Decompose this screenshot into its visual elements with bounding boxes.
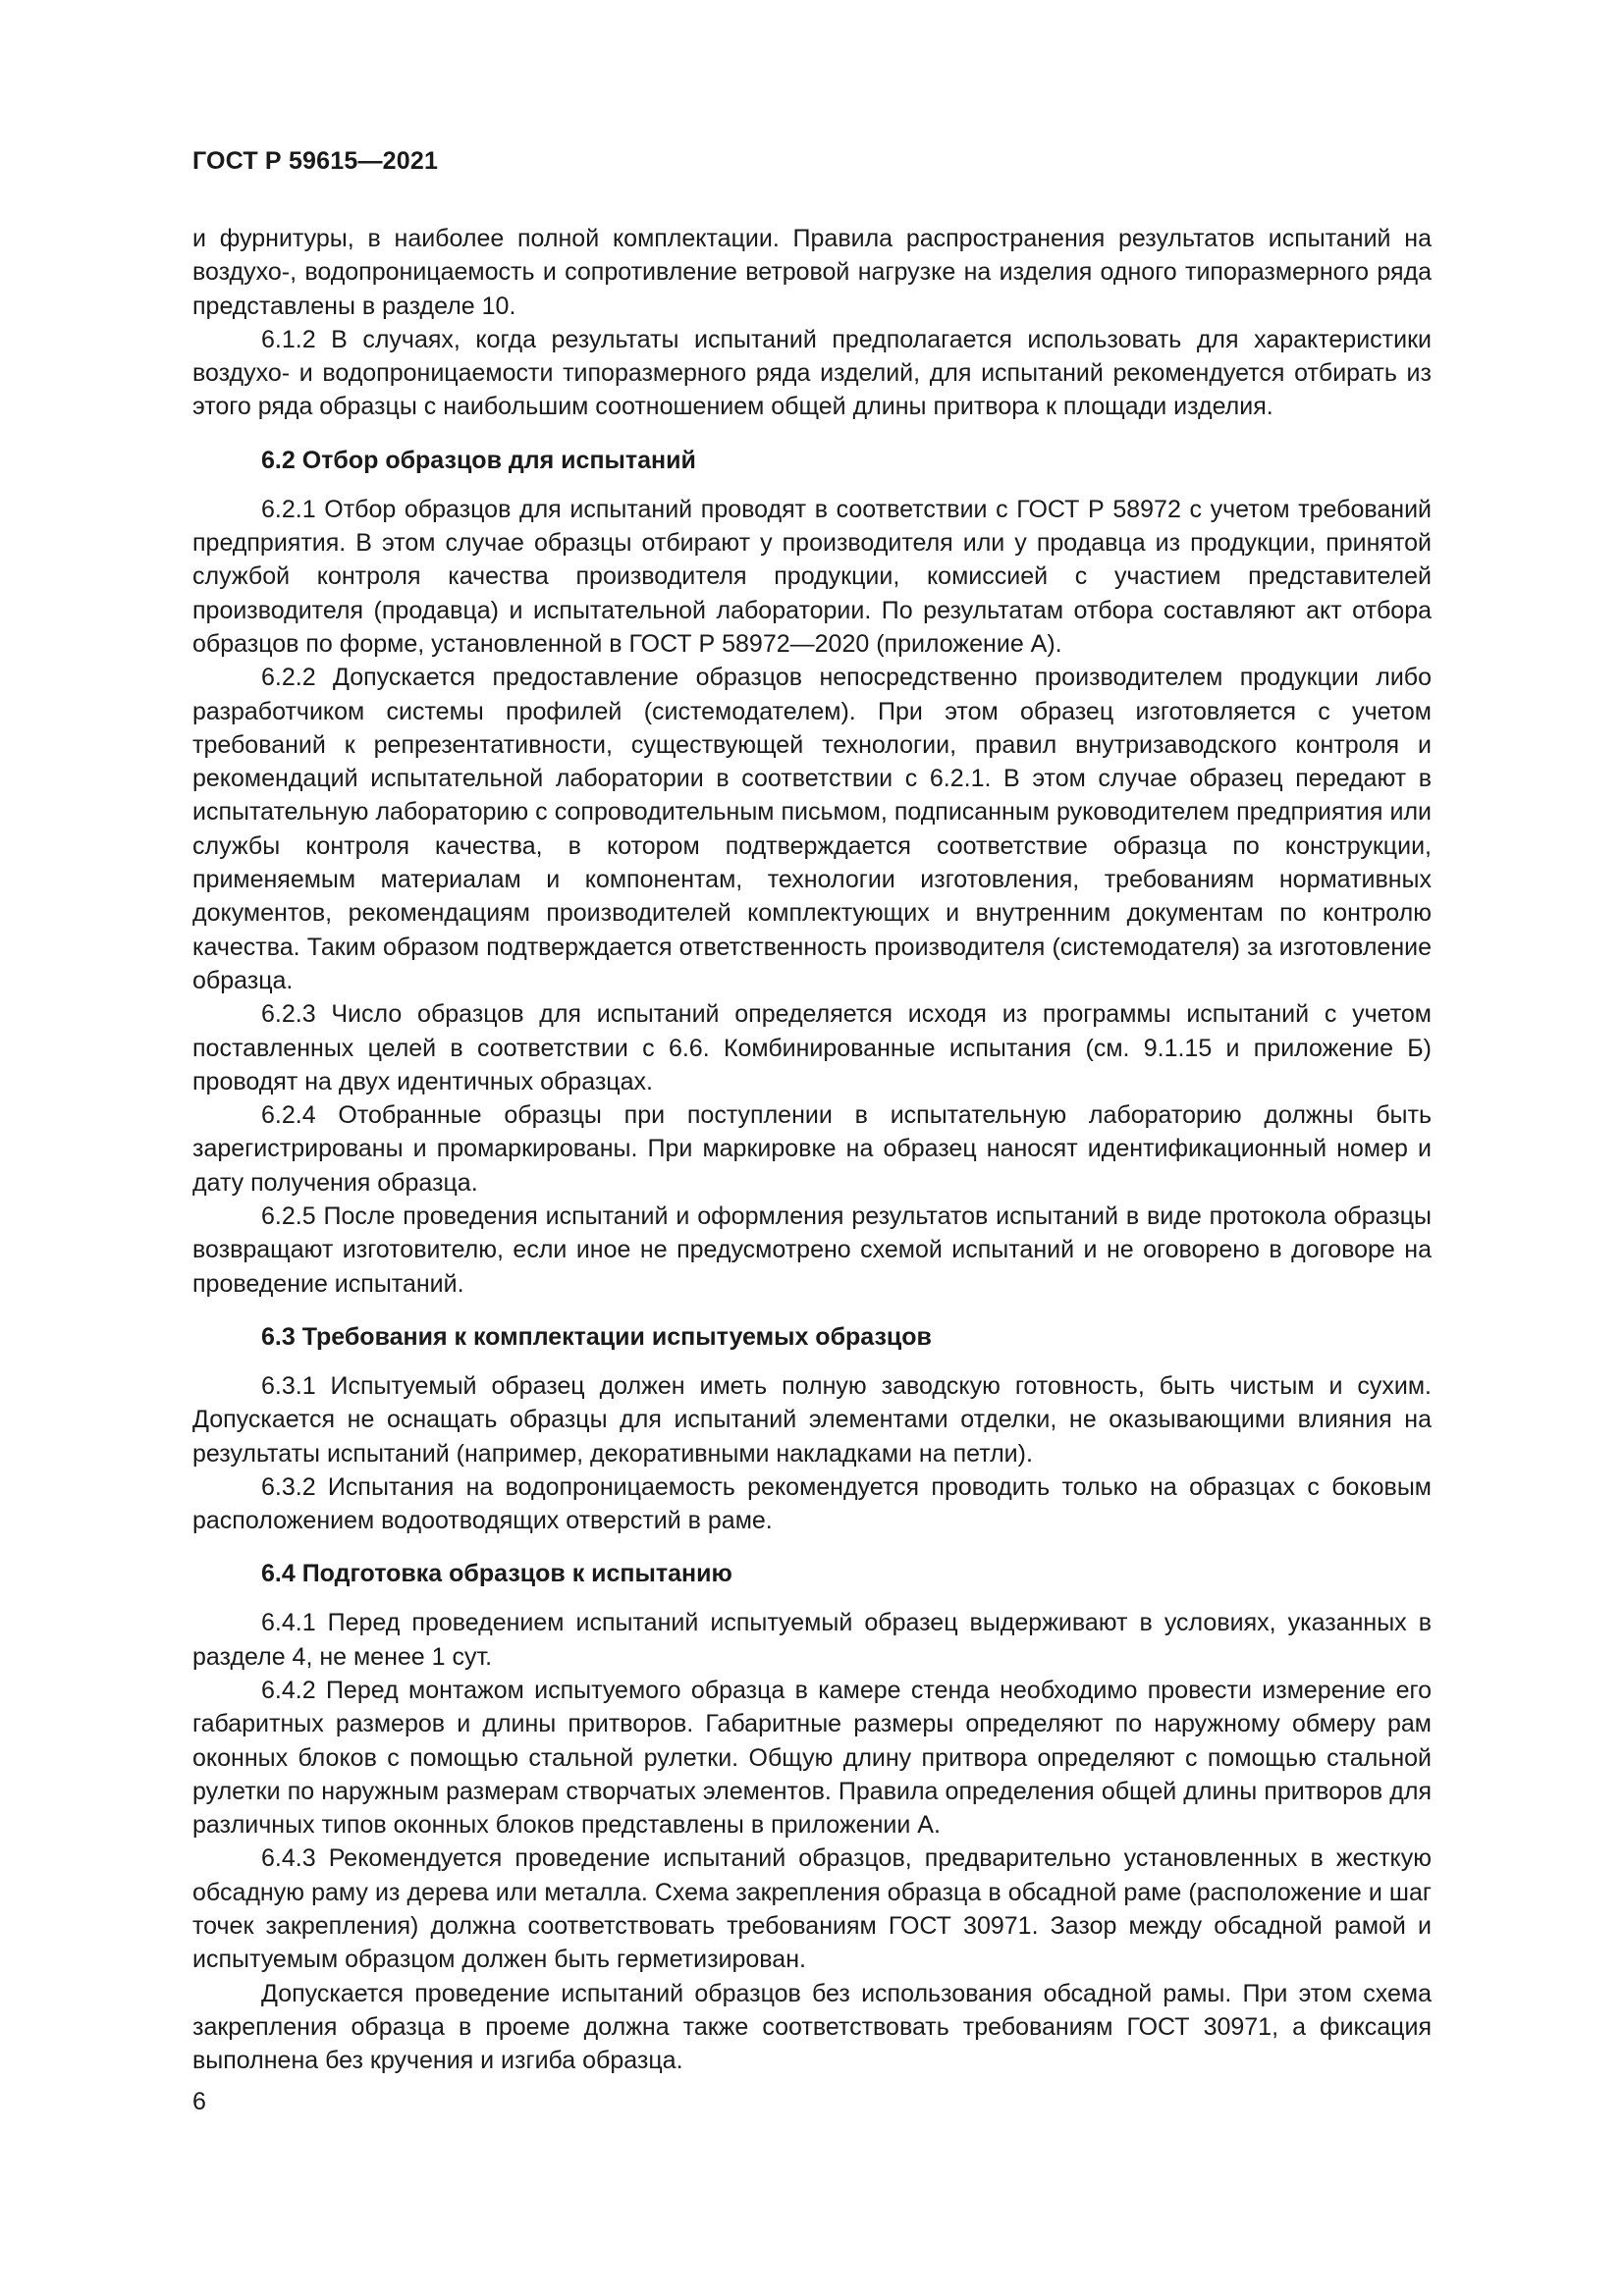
paragraph: 6.4.3 Рекомендуется проведение испытаний образцов, предварительно установленных в жесткую обсадную раму из дерева или металла. Схема закрепления образца в обсадной раме (расположение и шаг точек закрепления) должна соответствовать требованиям ГОСТ 30971. Зазор между обсадной рамой и испытуемым образцом должен быть герметизирован. [192, 1844, 1432, 1974]
paragraph: 6.2.5 После проведения испытаний и оформления результатов испытаний в виде протокола образцы возвращают изготовителю, если иное не предусмотрено схемой испытаний и не оговорено в договоре на проведение испытаний. [192, 1202, 1432, 1298]
section-heading: 6.2 Отбор образцов для испытаний [261, 446, 696, 474]
paragraph: 6.4.2 Перед монтажом испытуемого образца в камере стенда необходимо провести измерение его габаритных размеров и длины притворов. Габаритные размеры определяют по наружному обмеру рам оконных блоков с помощью стальной рулетки. Общую длину притвора определяют с помощью стальной рулетки по наружным размерам створчатых элементов. Правила определения общей длины притворов для различных типов оконных блоков представлены в приложении А. [192, 1676, 1432, 1840]
paragraph: 6.1.2 В случаях, когда результаты испытаний предполагается использовать для характеристики воздухо- и водопроницаемости типоразмерного ряда изделий, для испытаний рекомендуется отбирать из этого ряда образцы с наибольшим соотношением общей длины притвора к площади изделия. [192, 325, 1432, 421]
paragraph: 6.2.3 Число образцов для испытаний определяется исходя из программы испытаний с учетом поставленных целей в соответствии с 6.6. Комбинированные испытания (см. 9.1.15 и приложение Б) проводят на двух идентичных образцах. [192, 1000, 1432, 1095]
page-number: 6 [192, 2088, 206, 2115]
paragraph: 6.2.4 Отобранные образцы при поступлении в испытательную лабораторию должны быть зарегистрированы и промаркированы. При маркировке на образец наносят идентификационный номер и дату получения образца. [192, 1101, 1432, 1197]
paragraph-continuation: и фурнитуры, в наиболее полной комплектации. Правила распространения результатов испытаний на воздухо-, водопроницаемость и сопротивление ветровой нагрузке на изделия одного типоразмерного ряда представлены в разделе 10. [192, 225, 1432, 320]
document-header: ГОСТ Р 59615—2021 [192, 147, 439, 175]
paragraph: 6.3.2 Испытания на водопроницаемость рекомендуется проводить только на образцах с боковым расположением водоотводящих отверстий в раме. [192, 1472, 1432, 1535]
paragraph: 6.3.1 Испытуемый образец должен иметь полную заводскую готовность, быть чистым и сухим. Допускается не оснащать образцы для испытаний элементами отделки, не оказывающими влияния на результаты испытаний (например, декоративными накладками на петли). [192, 1371, 1432, 1468]
paragraph: 6.2.1 Отбор образцов для испытаний проводят в соответствии с ГОСТ Р 58972 с учетом требований предприятия. В этом случае образцы отбирают у производителя или у продавца из продукции, принятой службой контроля качества производителя продукции, комиссией с участием представителей производителя (продавца) и испытательной лаборатории. По результатам отбора составляют акт отбора образцов по форме, установленной в ГОСТ Р 58972—2020 (приложение А). [192, 495, 1432, 658]
section-heading: 6.4 Подготовка образцов к испытанию [261, 1560, 732, 1588]
paragraph: 6.2.2 Допускается предоставление образцов непосредственно производителем продукции либо разработчиком системы профилей (системодателем). При этом образец изготовляется с учетом требований к репрезентативности, существующей технологии, правил внутризаводского контроля и рекомендаций испытательной лаборатории в соответствии с 6.2.1. В этом случае образец передают в испытательную лабораторию с сопроводительным письмом, подписанным руководителем предприятия или службы контроля качества, в котором подтверждается соответствие образца по конструкции, применяемым материалам и компонентам, технологии изготовления, требованиям нормативных документов, рекомендациям производителей комплектующих и внутренним документам по контролю качества. Таким образом подтверждается ответственность производителя (системодателя) за изготовление образца. [192, 664, 1432, 994]
paragraph: Допускается проведение испытаний образцов без использования обсадной рамы. При этом схема закрепления образца в проеме должна также соответствовать требованиям ГОСТ 30971, а фиксация выполнена без кручения и изгиба образца. [192, 1979, 1432, 2075]
document-body [192, 222, 1432, 2078]
section-heading: 6.3 Требования к комплектации испытуемых образцов [261, 1322, 932, 1351]
paragraph: 6.4.1 Перед проведением испытаний испытуемый образец выдерживают в условиях, указанных в разделе 4, не менее 1 сут. [192, 1609, 1432, 1671]
